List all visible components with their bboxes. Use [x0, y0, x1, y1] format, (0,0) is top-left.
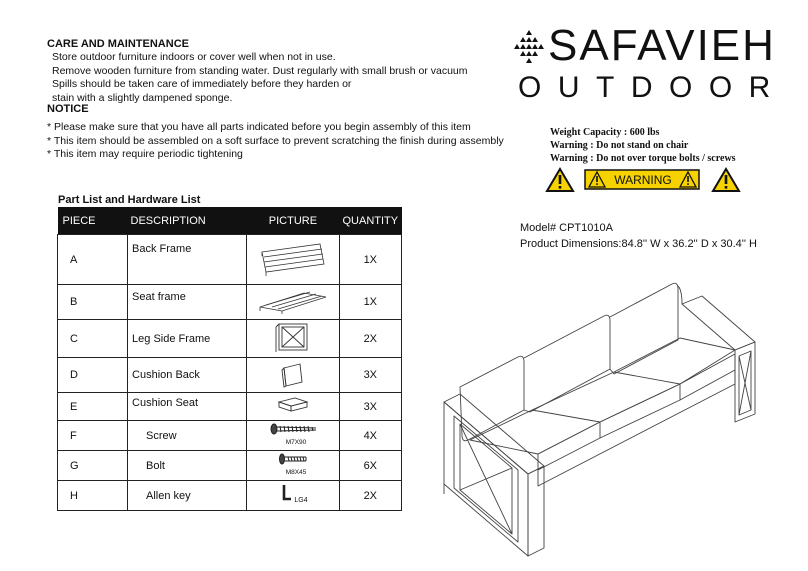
- bolt-size: M8X45: [285, 469, 307, 476]
- table-row: [58, 320, 402, 358]
- leg-side-frame-icon: [273, 321, 313, 353]
- piece-description: Bolt: [128, 451, 247, 481]
- header-description: DESCRIPTION: [128, 207, 247, 235]
- notice-title: NOTICE: [47, 103, 89, 115]
- piece-quantity: 2X: [339, 320, 401, 358]
- brand-name: SAFAVIEH: [548, 21, 776, 70]
- piece-description: Cushion Back: [128, 358, 247, 393]
- parts-header-row: [58, 207, 402, 235]
- care-line: Store outdoor furniture indoors or cover well when not in use.: [52, 51, 336, 63]
- piece-quantity: 6X: [339, 451, 401, 481]
- piece-id: A: [58, 235, 128, 285]
- brand-mark-icon: [512, 30, 546, 64]
- care-line: Spills should be taken care of immediately before they harden or: [52, 78, 352, 91]
- piece-picture: [247, 358, 339, 393]
- notice-lines: [47, 121, 504, 162]
- piece-picture: [247, 235, 339, 285]
- warning-badge-label: WARNING: [614, 173, 672, 187]
- piece-description: Leg Side Frame: [128, 320, 247, 358]
- piece-picture: [247, 451, 339, 481]
- screw-size: M7X90: [285, 439, 307, 446]
- table-row: [58, 393, 402, 421]
- piece-quantity: 3X: [339, 393, 401, 421]
- piece-picture: [247, 393, 339, 421]
- notice-line: * Please make sure that you have all parts indicated before you begin assembly of this item: [47, 121, 471, 133]
- weight-capacity: Weight Capacity : 600 lbs: [550, 127, 660, 138]
- piece-quantity: 3X: [339, 358, 401, 393]
- notice-line: * This item may require periodic tightening: [47, 148, 243, 161]
- warning-icons: [545, 167, 745, 193]
- care-title: CARE AND MAINTENANCE: [47, 38, 189, 50]
- piece-id: H: [58, 481, 128, 511]
- product-dimensions: Product Dimensions:84.8'' W x 36.2'' D x 30.4'' H: [520, 238, 757, 250]
- piece-picture: [247, 285, 339, 320]
- back-frame-icon: [258, 238, 328, 278]
- piece-picture: [247, 421, 339, 451]
- seat-frame-icon: [256, 287, 330, 315]
- allen-key-size: LG4: [294, 497, 308, 504]
- piece-description: Cushion Seat: [128, 393, 247, 421]
- warning-badge: [585, 170, 699, 189]
- piece-picture: [247, 481, 339, 511]
- sofa-illustration: [440, 272, 780, 557]
- bolt-icon: [258, 451, 328, 477]
- piece-quantity: 2X: [339, 481, 401, 511]
- notice-line: * This item should be assembled on a soft surface to prevent scratching the finish during assembly: [47, 134, 504, 147]
- piece-id: E: [58, 393, 128, 421]
- brand-subtitle: OUTDOOR: [518, 71, 787, 104]
- piece-picture: [247, 320, 339, 358]
- parts-title: Part List and Hardware List: [58, 194, 201, 206]
- warning-text: [550, 126, 736, 165]
- table-row: [58, 421, 402, 451]
- screw-icon: [258, 421, 328, 447]
- table-row: [58, 285, 402, 320]
- care-lines: [52, 51, 468, 105]
- piece-description: Allen key: [128, 481, 247, 511]
- piece-id: F: [58, 421, 128, 451]
- allen-key-icon: [258, 481, 328, 507]
- piece-description: Back Frame: [128, 235, 247, 285]
- piece-id: G: [58, 451, 128, 481]
- piece-quantity: 1X: [339, 285, 401, 320]
- product-info: [520, 220, 757, 252]
- header-piece: PIECE: [58, 207, 128, 235]
- warning-triangle-icon: [713, 169, 739, 191]
- warning-stand: Warning : Do not stand on chair: [550, 140, 689, 151]
- parts-table: [57, 207, 402, 511]
- piece-description: Screw: [128, 421, 247, 451]
- header-picture: PICTURE: [247, 207, 339, 235]
- piece-description: Seat frame: [128, 285, 247, 320]
- cushion-seat-icon: [273, 394, 313, 416]
- piece-quantity: 1X: [339, 235, 401, 285]
- care-line: stain with a slightly dampened sponge.: [52, 91, 233, 104]
- piece-id: C: [58, 320, 128, 358]
- piece-id: B: [58, 285, 128, 320]
- piece-id: D: [58, 358, 128, 393]
- warning-torque: Warning : Do not over torque bolts / screws: [550, 153, 736, 164]
- care-line: Remove wooden furniture from standing water. Dust regularly with small brush or vacuum: [52, 64, 468, 77]
- cushion-back-icon: [276, 360, 310, 388]
- table-row: [58, 358, 402, 393]
- warning-triangle-icon: [547, 169, 573, 191]
- model-number: Model# CPT1010A: [520, 222, 613, 234]
- table-row: [58, 481, 402, 511]
- piece-quantity: 4X: [339, 421, 401, 451]
- table-row: [58, 235, 402, 285]
- table-row: [58, 451, 402, 481]
- header-quantity: QUANTITY: [339, 207, 401, 235]
